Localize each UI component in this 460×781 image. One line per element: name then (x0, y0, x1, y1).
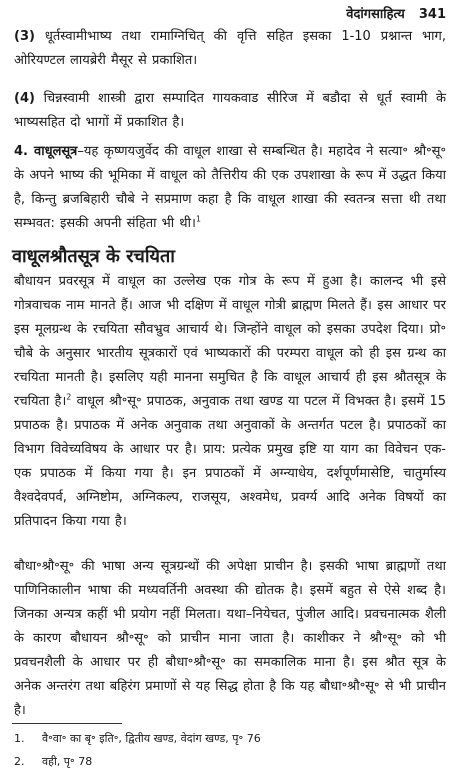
page-number: 341 (418, 7, 446, 22)
paragraph-text: –यह कृष्णयजुर्वेद की वाधूल शाखा से सम्बन्धित है। महादेव ने सत्या॰ श्रौ॰सू॰ के अपने भाष्य की भूमिका में वाधूल को तैत्तिरीय की एक उपशाखा के रूप में उद्धत किया है, किन्तु ब्रजबिहारी चौबे ने सप्रमाण कहा है कि वाधूल शाखा की स्वतन्त्र सत्ता थी तथा सम्भवत: इसकी अपनी संहिता भी थी। (14, 144, 446, 231)
paragraph-text: वाधूल श्रौ॰सू॰ प्रपाठक, अनुवाक तथा खण्ड या पटल में विभक्त है। इसमें 15 प्रपाठक है। प्रपाठक में अनेक अनुवाक तथा अनुवाकों के अन्तर्गत पटल है। प्रपाठकों का विभाग विवेच्यविषय के आधार पर है। प्राय: प्रत्येक प्रमुख इष्टि या याग का विवेचन एक-एक प्रपाठक में किया गया है। इन प्रपाठकों में अग्न्याधेय, दर्शपूर्णमासेष्टि, चातुर्मास्य वैश्वदेवपर्व, अग्निष्टोम, अग्निकल्प, राजसूय, अश्वमेध, प्रवर्ग्य आदि अनेक विषयों का प्रतिपादन किया गया है। (14, 394, 446, 529)
paragraph-text: चिन्नस्वामी शास्त्री द्वारा सम्पादित गायकवाड सीरिज में बडौदा से धूर्त स्वामी के भाष्यसहित दो भागों में प्रकाशित है। (14, 91, 446, 130)
item-number: (3) (14, 29, 35, 44)
paragraph-text: धूर्तस्वामीभाष्य तथा रामाग्निचित् की वृत्ति सहित इसका 1-10 प्रश्नान्त भाग, ओरियण्टल लायब्रेरी मैसूर से प्रकाशित। (14, 29, 446, 68)
footnote-1 (14, 730, 446, 748)
paragraph-text: बौधा॰श्रौ॰सू॰ की भाषा अन्य सूत्रग्रन्थों की अपेक्षा प्राचीन है। इसकी भाषा ब्राह्मणों तथा पाणिनिकालीन भाषा की मध्यवर्तिनी अवस्था की द्योतक है। इसमें बहुत से ऐसे शब्द है। जिनका अन्यत्र कहीं भी प्रयोग नहीं मिलता। यथा–नियेचत, पुंजील आदि। प्रवचनात्मक शैली के कारण बौधायन श्रौ॰सू॰ को प्राचीन माना जाता है। काशीकर ने श्रौ॰सू॰ को भी प्रवचनशैली के आधार पर ही बौधा॰श्रौ॰सू॰ का समकालिक माना है। इस श्रौत सूत्र के अनेक अन्तरंग तथा बहिरंग प्रमाणों से यह सिद्ध होता है कि यह बौधा॰श्रौ॰सू॰ से भी प्राचीन है। (14, 559, 446, 718)
running-header (346, 4, 446, 22)
paragraph-vadhula-sutra (14, 140, 446, 236)
body-paragraph-1 (14, 270, 446, 534)
paragraph-text: बौधायन प्रवरसूत्र में वाधूल का उल्लेख एक गोत्र के रूप में हुआ है। कालन्द भी इसे गोत्रवाचक नाम मानते हैं। आज भी दक्षिण में वाधूल गोत्री ब्राह्मण मिलते हैं। इस आधार पर इस मूलग्रन्थ के रचयिता सौवभ्रुव आचार्य थे। जिन्होंने वाधूल को इसका उपदेश दिया। प्रो॰ चौबे के अनुसार भारतीय सूत्रकारों एवं भाष्यकारों की परम्परा वाधूल को ही इस ग्रन्थ का रचयिता मानती है। इसलिए यही मानना समुचित है कि वाधूल आचार्य ही इस श्रौतसूत्र के रचयिता है। (14, 274, 446, 409)
footnote-ref: 1 (195, 214, 201, 224)
section-heading: वाधूलश्रौतसूत्र के रचयिता (12, 246, 175, 267)
footnote-text: वही, पृ॰ 78 (42, 755, 93, 768)
paragraph-item-3 (14, 25, 446, 73)
footnote-number: 1. (14, 732, 25, 745)
body-paragraph-2 (14, 555, 446, 723)
running-title: वेदांगसाहित्य (346, 7, 405, 22)
subsection-lead: 4. वाधूलसूत्र (14, 144, 78, 159)
footnote-2 (14, 753, 446, 771)
footnote-ref: 2 (66, 392, 72, 402)
footnote-number: 2. (14, 755, 25, 768)
footnote-rule (12, 723, 122, 724)
item-number: (4) (14, 91, 35, 106)
paragraph-item-4 (14, 87, 446, 135)
footnote-text: वै॰वा॰ का बृ॰ इति॰, द्वितीय खण्ड, वेदांग खण्ड, पृ॰ 76 (42, 732, 261, 745)
